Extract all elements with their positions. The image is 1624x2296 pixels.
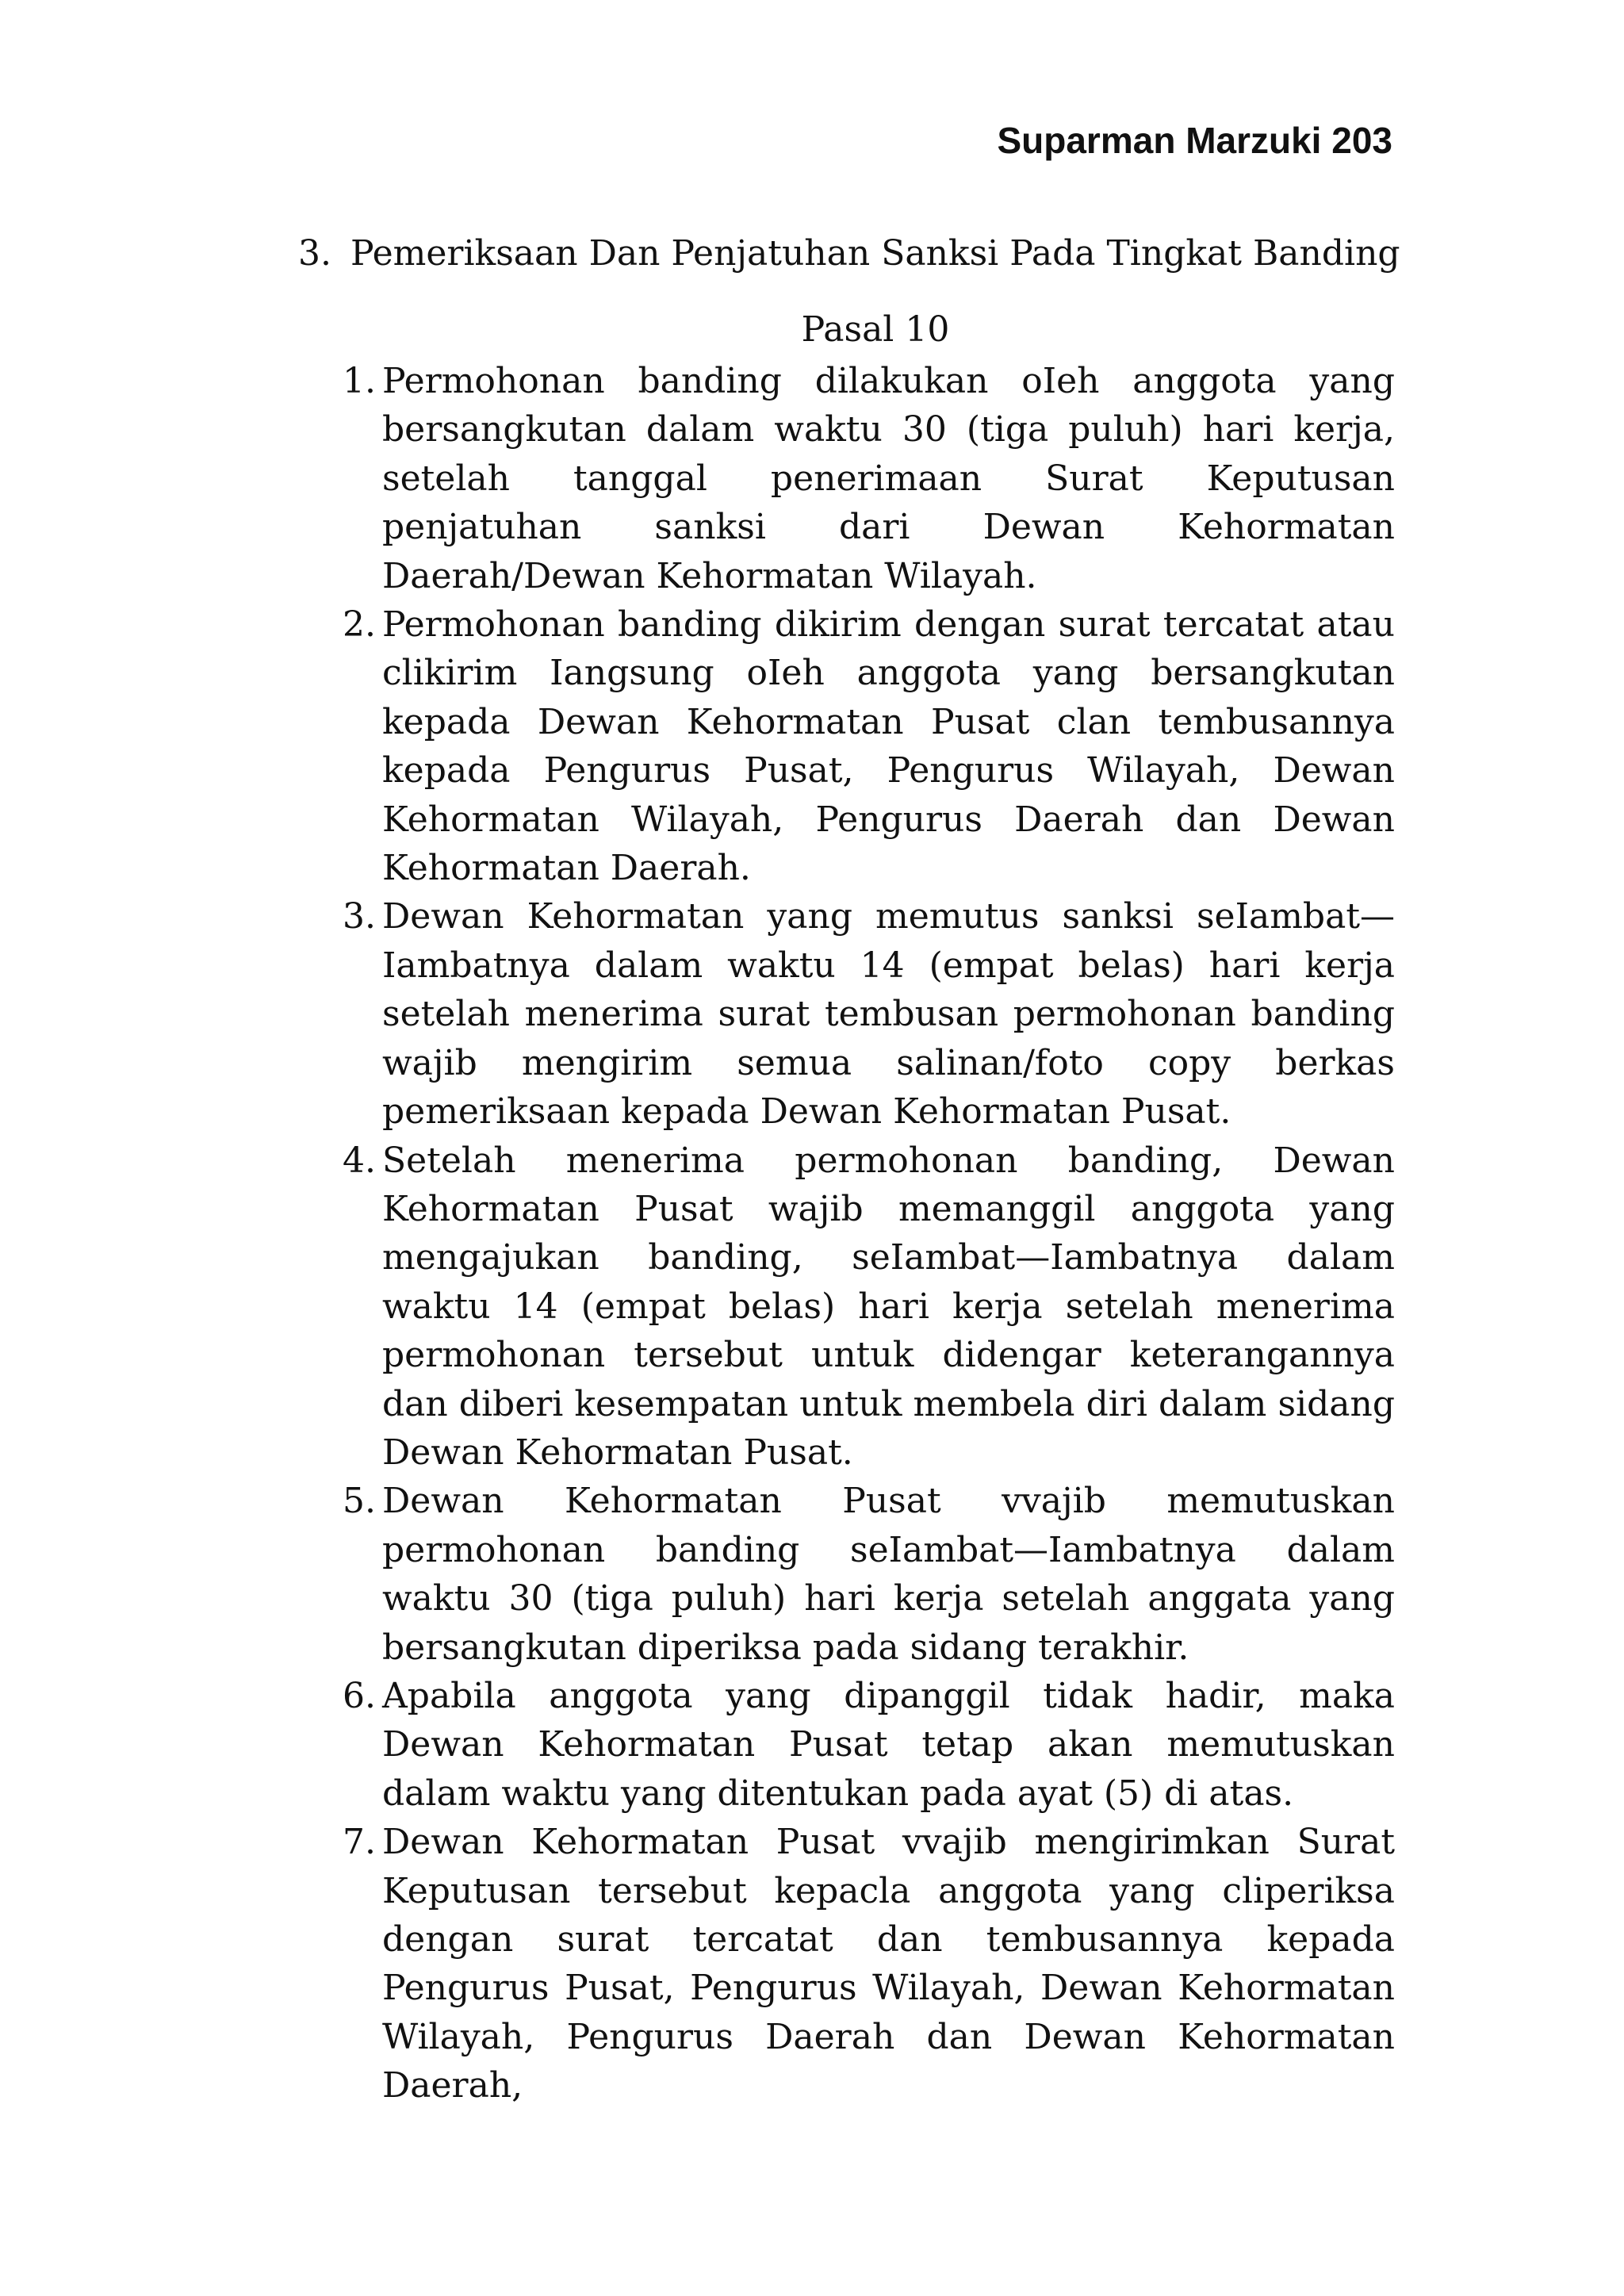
clause-number: 7.: [343, 1822, 376, 1863]
clause-item: [327, 357, 1395, 600]
clause-text: Setelah menerima permohonan banding, Dewan Kehormatan Pusat wajib memanggil anggota yang mengajukan banding, seIambat—Iambatnya dalam waktu 14 (empat belas) hari kerja setelah menerima permohonan tersebut untuk didengar keterangannya dan diberi kesempatan untuk membela diri dalam sidang Dewan Kehormatan Pusat.: [382, 1140, 1395, 1473]
clause-item: [327, 892, 1395, 1136]
section-number: 3.: [298, 233, 331, 274]
clause-item: [327, 1818, 1395, 2110]
clause-number: 3.: [343, 896, 376, 937]
clause-number: 4.: [343, 1140, 376, 1181]
article-title: Pasal 10: [801, 309, 950, 350]
clause-number: 5.: [343, 1481, 376, 1522]
running-header: Suparman Marzuki 203: [997, 120, 1392, 161]
clause-item: [327, 1672, 1395, 1818]
clause-item: [327, 600, 1395, 892]
clause-text: Dewan Kehormatan yang memutus sanksi seIambat—Iambatnya dalam waktu 14 (empat belas) hari kerja setelah menerima surat tembusan permohonan banding wajib mengirim semua salinan/foto copy berkas pemeriksaan kepada Dewan Kehormatan Pusat.: [382, 896, 1395, 1133]
clause-text: Dewan Kehormatan Pusat vvajib mengirimkan Surat Keputusan tersebut kepacla anggota yang cliperiksa dengan surat tercatat dan tembusannya kepada Pengurus Pusat, Pengurus Wilayah, Dewan Kehormatan Wilayah, Pengurus Daerah dan Dewan Kehormatan Daerah,: [382, 1822, 1395, 2106]
clause-text: Dewan Kehormatan Pusat vvajib memutuskan permohonan banding seIambat—Iambatnya dalam waktu 30 (tiga puluh) hari kerja setelah anggata yang bersangkutan diperiksa pada sidang terakhir.: [382, 1481, 1395, 1668]
clause-text: Apabila anggota yang dipanggil tidak hadir, maka Dewan Kehormatan Pusat tetap akan memutuskan dalam waktu yang ditentukan pada ayat (5) di atas.: [382, 1675, 1395, 1814]
clause-item: [327, 1137, 1395, 1478]
clause-item: [327, 1477, 1395, 1672]
clause-text: Permohonan banding dikirim dengan surat tercatat atau clikirim Iangsung oIeh anggota yang bersangkutan kepada Dewan Kehormatan Pusat clan tembusannya kepada Pengurus Pusat, Pengurus Wilayah, Dewan Kehormatan Wilayah, Pengurus Daerah dan Dewan Kehormatan Daerah.: [382, 604, 1395, 889]
article-clauses: [327, 357, 1395, 2110]
clause-text: Permohonan banding dilakukan oIeh anggota yang bersangkutan dalam waktu 30 (tiga puluh) hari kerja, setelah tanggal penerimaan Surat Keputusan penjatuhan sanksi dari Dewan Kehormatan Daerah/Dewan Kehormatan Wilayah.: [382, 361, 1395, 596]
clause-number: 6.: [343, 1675, 376, 1716]
clause-number: 2.: [343, 604, 376, 646]
clause-number: 1.: [343, 361, 376, 401]
section-title: Pemeriksaan Dan Penjatuhan Sanksi Pada Tingkat Banding: [350, 233, 1400, 274]
section-heading: [298, 232, 1400, 275]
